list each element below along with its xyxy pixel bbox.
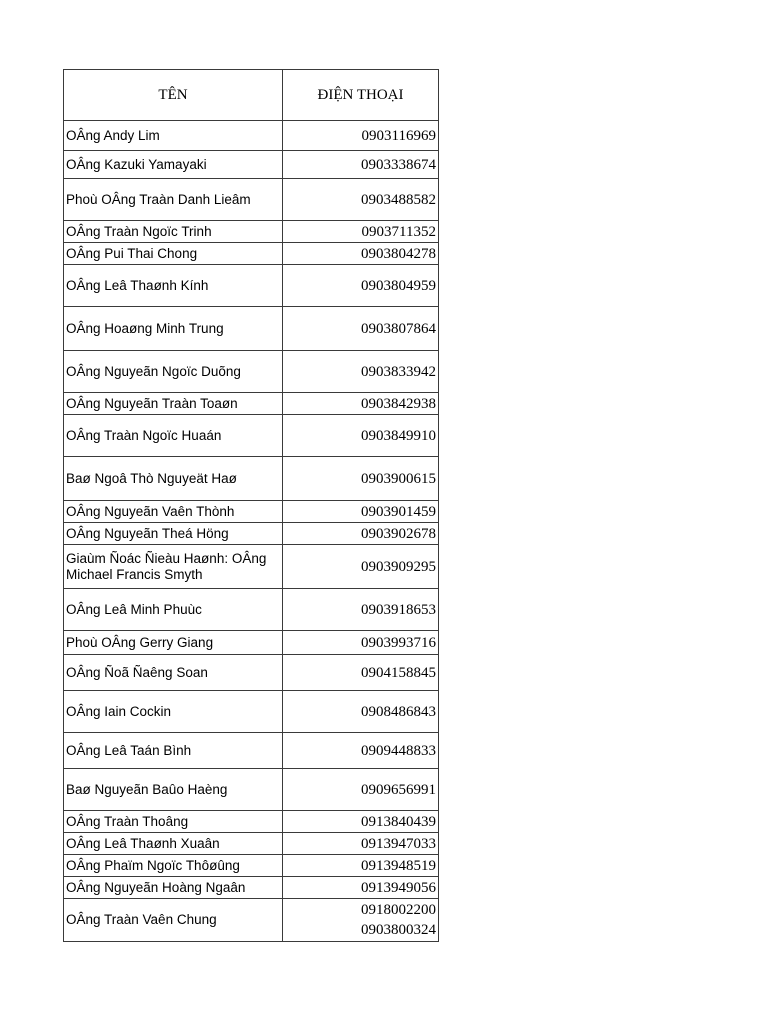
table-row bbox=[64, 393, 439, 415]
contact-name: OÂng Leâ Taán Bình bbox=[64, 733, 283, 769]
table-row bbox=[64, 769, 439, 811]
table-row bbox=[64, 351, 439, 393]
contact-name: OÂng Hoaøng Minh Trung bbox=[64, 307, 283, 351]
phone-number: 0903902678 bbox=[361, 525, 436, 542]
table-row bbox=[64, 589, 439, 631]
phone-number: 0903338674 bbox=[361, 156, 436, 173]
table-row bbox=[64, 733, 439, 769]
contact-phone bbox=[283, 589, 439, 631]
contact-phone bbox=[283, 691, 439, 733]
contact-name: Phoù OÂng Gerry Giang bbox=[64, 631, 283, 655]
header-row bbox=[64, 70, 439, 121]
phone-number: 0903804278 bbox=[361, 245, 436, 262]
contact-phone bbox=[283, 655, 439, 691]
table-row bbox=[64, 121, 439, 151]
phone-number: 0903804959 bbox=[361, 277, 436, 294]
contact-phone bbox=[283, 457, 439, 501]
contact-name: OÂng Kazuki Yamayaki bbox=[64, 151, 283, 179]
table-row bbox=[64, 243, 439, 265]
table-row bbox=[64, 457, 439, 501]
contact-phone bbox=[283, 833, 439, 855]
phone-number: 0909656991 bbox=[361, 781, 436, 798]
table-row bbox=[64, 415, 439, 457]
contact-phone bbox=[283, 179, 439, 221]
contact-phone bbox=[283, 221, 439, 243]
contact-phone bbox=[283, 307, 439, 351]
phone-number: 0903900615 bbox=[361, 470, 436, 487]
phone-number: 0903993716 bbox=[361, 634, 436, 651]
contact-name: OÂng Traàn Vaên Chung bbox=[64, 899, 283, 942]
contact-phone bbox=[283, 523, 439, 545]
table-row bbox=[64, 631, 439, 655]
table-row bbox=[64, 811, 439, 833]
contact-name: OÂng Nguyeãn Theá Höng bbox=[64, 523, 283, 545]
table-row bbox=[64, 545, 439, 589]
table-row bbox=[64, 899, 439, 942]
phone-number: 0913948519 bbox=[361, 857, 436, 874]
phone-number: 0903842938 bbox=[361, 395, 436, 412]
contact-phone bbox=[283, 899, 439, 942]
contact-name: Giaùm Ñoác Ñieàu Haønh: OÂng Michael Francis Smyth bbox=[64, 545, 283, 589]
phone-column-header: ĐIỆN THOẠI bbox=[283, 70, 439, 121]
contact-name: OÂng Leâ Minh Phuùc bbox=[64, 589, 283, 631]
contact-phone bbox=[283, 121, 439, 151]
contact-name: OÂng Phaïm Ngoïc Thôøûng bbox=[64, 855, 283, 877]
table-row bbox=[64, 877, 439, 899]
contact-phone bbox=[283, 877, 439, 899]
phone-number: 0913840439 bbox=[361, 813, 436, 830]
contact-name: OÂng Pui Thai Chong bbox=[64, 243, 283, 265]
contact-name: OÂng Nguyeãn Traàn Toaøn bbox=[64, 393, 283, 415]
table-row bbox=[64, 501, 439, 523]
contact-name: OÂng Nguyeãn Hoàng Ngaân bbox=[64, 877, 283, 899]
phone-number: 0903488582 bbox=[361, 191, 436, 208]
contact-phone bbox=[283, 351, 439, 393]
phone-number: 0903849910 bbox=[361, 427, 436, 444]
contact-name: OÂng Leâ Thaønh Xuaân bbox=[64, 833, 283, 855]
contact-name: OÂng Traàn Ngoïc Huaán bbox=[64, 415, 283, 457]
contact-name: OÂng Nguyeãn Vaên Thònh bbox=[64, 501, 283, 523]
table-row bbox=[64, 265, 439, 307]
phone-number: 0918002200 bbox=[361, 902, 436, 918]
contact-phone bbox=[283, 243, 439, 265]
phone-directory-table bbox=[63, 69, 439, 942]
contact-phone bbox=[283, 733, 439, 769]
table-row bbox=[64, 151, 439, 179]
contact-phone bbox=[283, 151, 439, 179]
contact-phone bbox=[283, 545, 439, 589]
phone-number: 0908486843 bbox=[361, 703, 436, 720]
phone-number: 0903909295 bbox=[361, 558, 436, 575]
table-row bbox=[64, 179, 439, 221]
contact-phone bbox=[283, 415, 439, 457]
table-row bbox=[64, 833, 439, 855]
phone-number: 0909448833 bbox=[361, 742, 436, 759]
contact-name: OÂng Traàn Ngoïc Trinh bbox=[64, 221, 283, 243]
phone-number: 0903800324 bbox=[361, 922, 436, 938]
table-row bbox=[64, 691, 439, 733]
table-row bbox=[64, 523, 439, 545]
contact-name: OÂng Andy Lim bbox=[64, 121, 283, 151]
contact-name: Baø Ngoâ Thò Nguyeät Haø bbox=[64, 457, 283, 501]
table-row bbox=[64, 307, 439, 351]
phone-number: 0903901459 bbox=[361, 503, 436, 520]
contact-name: OÂng Traàn Thoâng bbox=[64, 811, 283, 833]
phone-number: 0903116969 bbox=[361, 127, 436, 144]
phone-number: 0903807864 bbox=[361, 320, 436, 337]
table-row bbox=[64, 655, 439, 691]
contact-phone bbox=[283, 393, 439, 415]
contact-name: Phoù OÂng Traàn Danh Lieâm bbox=[64, 179, 283, 221]
contact-name: OÂng Iain Cockin bbox=[64, 691, 283, 733]
contact-phone bbox=[283, 811, 439, 833]
contact-name: OÂng Ñoã Ñaêng Soan bbox=[64, 655, 283, 691]
contact-phone bbox=[283, 769, 439, 811]
phone-number: 0913947033 bbox=[361, 835, 436, 852]
phone-number: 0903918653 bbox=[361, 601, 436, 618]
contact-name: OÂng Nguyeãn Ngoïc Duõng bbox=[64, 351, 283, 393]
contact-phone bbox=[283, 855, 439, 877]
contact-name: Baø Nguyeãn Baûo Haèng bbox=[64, 769, 283, 811]
contact-phone bbox=[283, 265, 439, 307]
phone-number: 0904158845 bbox=[361, 664, 436, 681]
contact-name: OÂng Leâ Thaønh Kính bbox=[64, 265, 283, 307]
table-row bbox=[64, 855, 439, 877]
contact-phone bbox=[283, 501, 439, 523]
contact-phone bbox=[283, 631, 439, 655]
phone-number: 0903833942 bbox=[361, 363, 436, 380]
phone-number: 0903711352 bbox=[361, 223, 436, 240]
table-body bbox=[64, 121, 439, 942]
name-column-header: TÊN bbox=[64, 70, 283, 121]
table-row bbox=[64, 221, 439, 243]
phone-number: 0913949056 bbox=[361, 879, 436, 896]
